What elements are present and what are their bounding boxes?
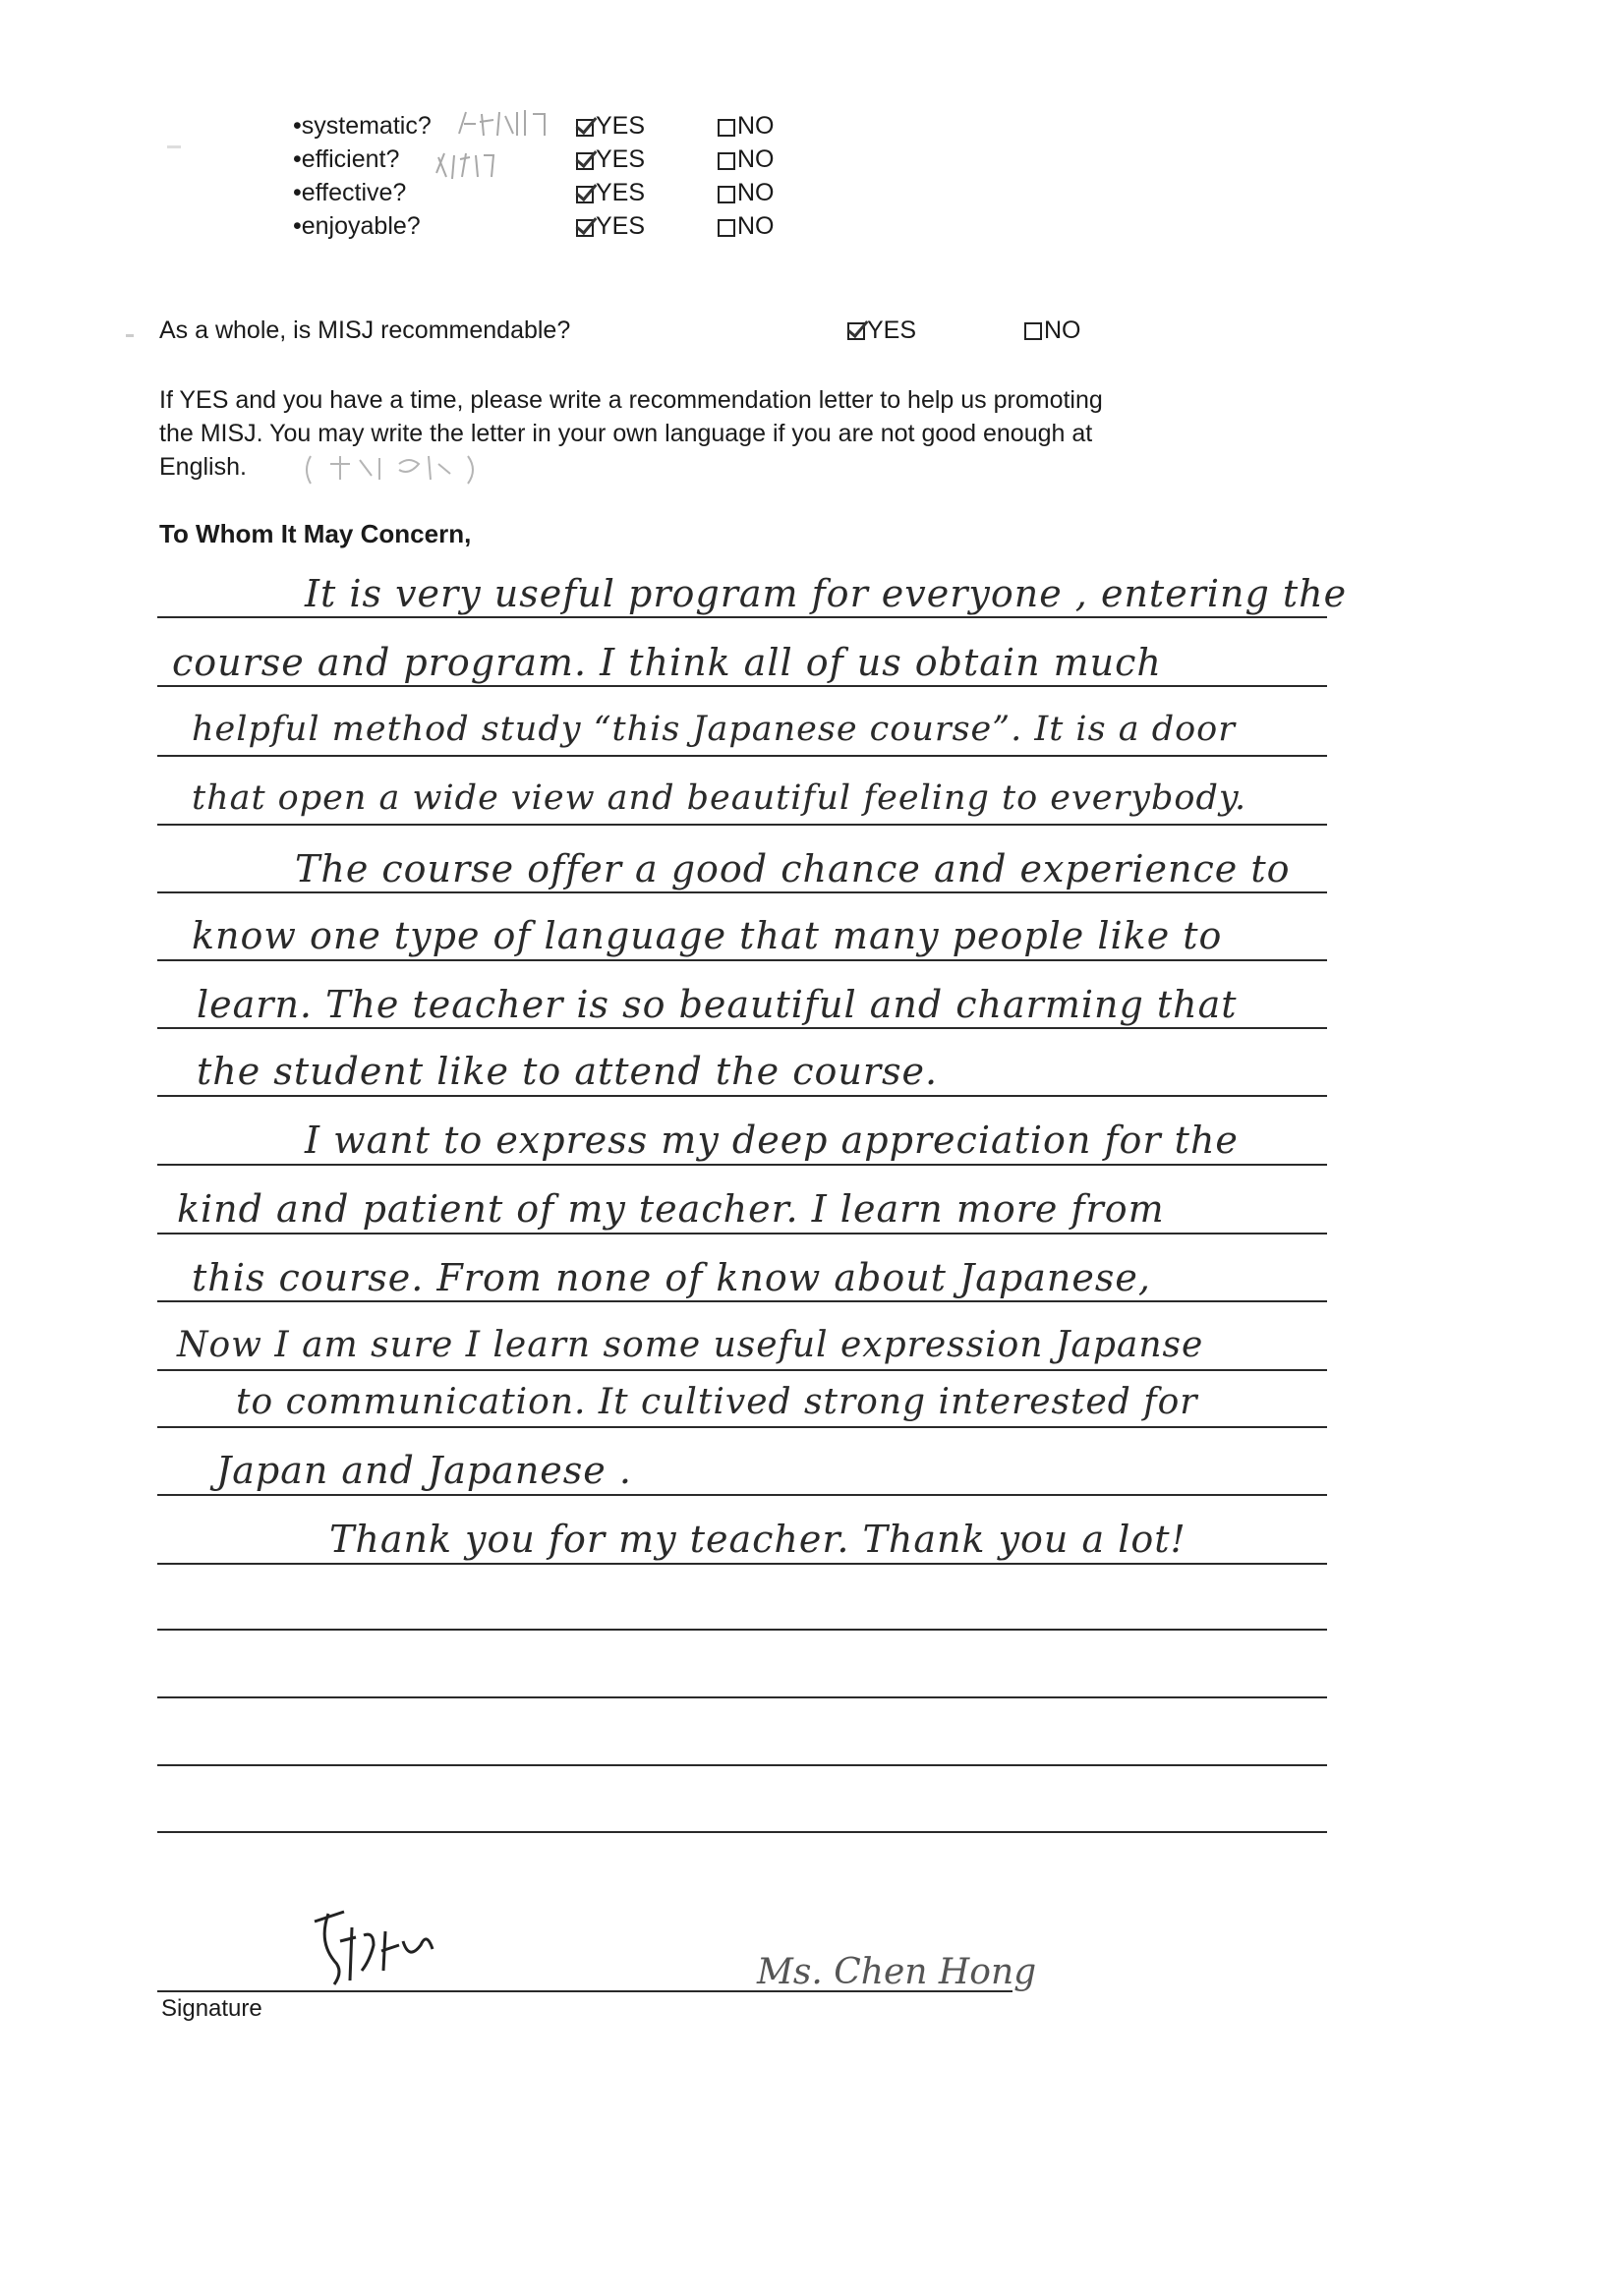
signature-name: Ms. Chen Hong — [757, 1952, 1037, 1992]
no-option[interactable]: NO — [718, 212, 775, 241]
letter-line: the student like to attend the course. — [197, 1050, 939, 1093]
checkbox-icon[interactable] — [718, 219, 735, 237]
question-row-enjoyable — [293, 212, 843, 246]
letter-line: that open a wide view and beautiful feeling to everybody. — [192, 778, 1247, 818]
question-label: •effective? — [293, 179, 407, 206]
letter-line: I want to express my deep appreciation for the — [305, 1119, 1239, 1162]
checkbox-icon[interactable] — [576, 186, 594, 203]
salutation: To Whom It May Concern, — [159, 519, 472, 548]
ruled-line — [157, 1164, 1327, 1166]
checkbox-icon[interactable] — [847, 322, 865, 340]
ruled-line — [157, 824, 1327, 826]
question-label: •systematic? — [293, 112, 432, 140]
letter-line: to communication. It cultived strong interested for — [236, 1382, 1198, 1422]
question-row-systematic — [293, 112, 843, 145]
letter-line: It is very useful program for everyone , entering the — [305, 572, 1348, 615]
letter-line: this course. From none of know about Japanese, — [192, 1256, 1151, 1299]
ruled-line — [157, 1233, 1327, 1234]
instructions-line: the MISJ. You may write the letter in your own language if you are not good enough at — [159, 420, 1093, 447]
recommend-yes-option[interactable]: YES — [847, 314, 916, 347]
margin-mark — [167, 145, 181, 148]
question-row-efficient — [293, 145, 843, 179]
ruled-line — [157, 1494, 1327, 1496]
no-option[interactable]: NO — [718, 112, 775, 141]
checkbox-icon[interactable] — [718, 186, 735, 203]
recommend-question: As a whole, is MISJ recommendable? — [159, 316, 571, 344]
letter-line: know one type of language that many people like to — [192, 914, 1223, 957]
no-option[interactable]: NO — [718, 179, 775, 207]
faint-annotation — [433, 147, 511, 183]
yes-option[interactable]: YES — [576, 112, 645, 141]
signature-label: Signature — [161, 1995, 262, 2022]
ruled-line — [157, 959, 1327, 961]
recommend-no-option[interactable]: NO — [1024, 314, 1081, 347]
yes-option[interactable]: YES — [576, 145, 645, 174]
checkbox-icon[interactable] — [576, 152, 594, 170]
letter-line: kind and patient of my teacher. I learn more from — [177, 1187, 1165, 1231]
letter-line: The course offer a good chance and experience to — [295, 847, 1291, 890]
letter-line: Japan and Japanese . — [216, 1449, 632, 1492]
letter-line: course and program. I think all of us obtain much — [172, 641, 1162, 684]
instructions-line: If YES and you have a time, please write a recommendation letter to help us promoting — [159, 386, 1103, 414]
ruled-line — [157, 616, 1327, 618]
ruled-line — [157, 1426, 1327, 1428]
ruled-line — [157, 1027, 1327, 1029]
letter-line: learn. The teacher is so beautiful and charming that — [197, 983, 1238, 1026]
ruled-line — [157, 1831, 1327, 1833]
checkbox-icon[interactable] — [576, 219, 594, 237]
ruled-line — [157, 1563, 1327, 1565]
instructions-line: English. — [159, 453, 247, 481]
question-label: •efficient? — [293, 145, 400, 173]
letter-line: Now I am sure I learn some useful expression Japanse — [177, 1325, 1204, 1365]
question-row-effective — [293, 179, 843, 212]
ruled-line — [157, 685, 1327, 687]
checkbox-icon[interactable] — [576, 119, 594, 137]
checkbox-icon[interactable] — [718, 152, 735, 170]
ruled-line — [157, 1095, 1327, 1097]
ruled-line — [157, 891, 1327, 893]
ruled-line — [157, 1764, 1327, 1766]
faint-annotation — [454, 106, 562, 142]
letter-line: helpful method study “this Japanese course”. It is a door — [192, 710, 1236, 749]
ruled-line — [157, 1629, 1327, 1631]
no-option[interactable]: NO — [718, 145, 775, 174]
margin-mark — [126, 334, 134, 337]
ruled-line — [157, 1300, 1327, 1302]
checkbox-icon[interactable] — [718, 119, 735, 137]
ruled-line — [157, 1696, 1327, 1698]
ruled-line — [157, 1369, 1327, 1371]
letter-line: Thank you for my teacher. Thank you a lot! — [329, 1518, 1186, 1561]
question-label: •enjoyable? — [293, 212, 421, 240]
faint-annotation — [301, 450, 488, 489]
signature-mark — [305, 1902, 462, 1990]
yes-option[interactable]: YES — [576, 212, 645, 241]
ruled-line — [157, 755, 1327, 757]
yes-option[interactable]: YES — [576, 179, 645, 207]
checkbox-icon[interactable] — [1024, 322, 1042, 340]
